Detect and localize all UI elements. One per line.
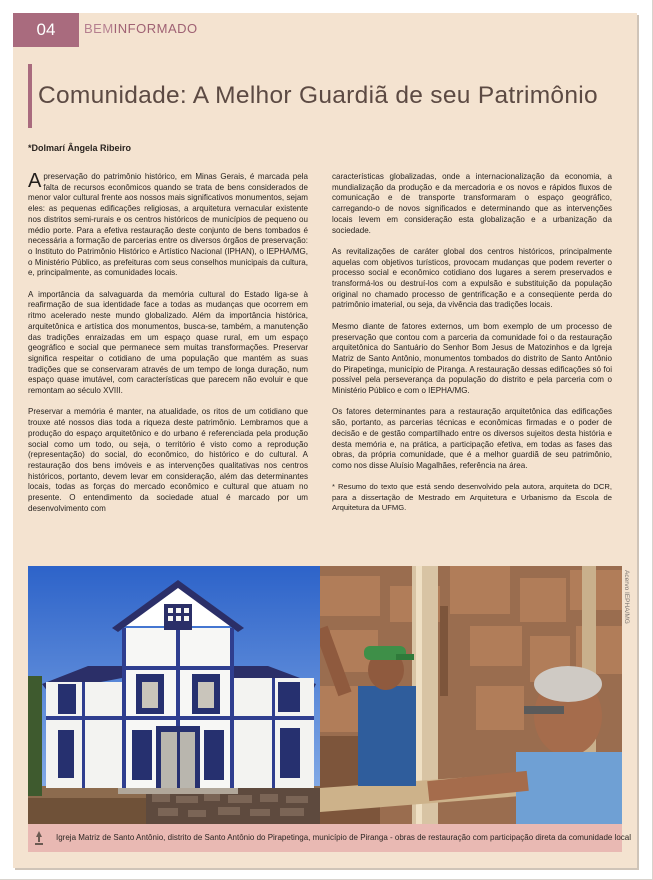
paragraph-3: Preservar a memória é manter, na atualidade, os ritos de um cotidiano que trouxe até nossos dias toda a riqueza deste patrimônio. Lembramos que a produção do espaço arquitetônico e do urbano é referenciada pela produção social como um todo, ou seja, o território é visto como a reprodução (representação) do social, do econômico, do histórico e do cultural. A restauração dos bens imóveis e as intervenções qualitativas nos centros históricos, portanto, devem levar em consideração, além das determinantes locais, todas as forças do mercado econômico e cultural que atuam no presente. O entendimento da sociedade atual é marcado por um desenvolvimento com — [28, 407, 308, 513]
page-number: 04 — [13, 13, 79, 47]
paragraph-7: Os fatores determinantes para a restauração arquitetônica das edificações são, portanto, as parcerias técnicas e econômicas firmadas e o poder de decisão e de gestão compartilhado entre os diversos sujeitos desta história e desta memória e, na prática, a participação efetiva, em todas as fases das obras, da própria comunidade, que é a melhor guardiã de seu patrimônio, como nos disse Aluísio Magalhães, referência na área. — [332, 407, 612, 470]
paragraph-6: Mesmo diante de fatores externos, um bom exemplo de um processo de preservação que contou com a parceria da comunidade foi o da restauração arquitetônica do Santuário do Senhor Bom Jesus de Matozinhos e da Igreja Matriz de Santo Antônio, monumentos tombados do distrito de Santo Antônio do Pirapetinga, município de Piranga. A restauração dessas edificações só foi possível pela perseverança da população do distrito e pela parceria com o Ministério Público e com o IEPHA/MG. — [332, 321, 612, 396]
title-accent-bar — [28, 64, 32, 128]
paragraph-2: A importância da salvaguarda da memória cultural do Estado liga-se à reafirmação de sua identidade face a todas as mudanças que ocorrem em ritmo acelerado neste mundo globalizado. Além da importância histórica, arquitetônica e artística dos monumentos, busca-se, também, a manutenção das tradições enraizadas em um espaço quase rural, em um espaço geográfico e social que permanece sem muitas transformações. Preservar significa respeitar o cotidiano de uma população que mantém as suas tradições que se conservaram através de um tempo de longa duração, num espaço quase imutável, com características que parecem não evoluir e que remontam ao século XVIII. — [28, 289, 308, 396]
hand-icon — [33, 830, 45, 846]
photo-caption: Igreja Matriz de Santo Antônio, distrito de Santo Antônio do Pirapetinga, município de Piranga - obras de restauração com participação direta da comunidade local — [56, 833, 632, 842]
section-name-part2: INFORMADO — [113, 21, 198, 36]
article-column-left — [28, 172, 308, 562]
photo-credit: Acervo IEPHA/MG — [623, 570, 630, 624]
drop-cap: A — [28, 170, 42, 192]
footnote: * Resumo do texto que está sendo desenvolvido pela autora, arquiteta do DCR, para a dissertação de Mestrado em Arquitetura e Urbanismo da Escola de Arquitetura da UFMG. — [332, 482, 612, 513]
section-name — [84, 21, 198, 36]
article-column-right — [332, 172, 612, 525]
paragraph-4: características globalizadas, onde a internacionalização da economia, a mundialização da produção e da mercadoria e os novos e rápidos fluxos de comunicação e de transporte transformaram o espaço geográfico, carregando-o de novos significados e determinando que as intervenções locais levem em consideração esta globalização e a urbanização da sociedade. — [332, 172, 612, 235]
paragraph-1 — [28, 172, 308, 279]
paragraph-1-text: preservação do patrimônio histórico, em Minas Gerais, é marcada pela falta de recursos econômicos quando se trata de bens considerados de menor valor cultural frente aos nossos mais significativos monumentos, sejam eles: as pequenas edificações religiosas, a arquitetura vernacular existente nos distritos semi-rurais e os centros históricos de municípios de pequeno ou médio porte. Para a efetiva restauração deste conjunto de bens tombados é necessária a formação de parcerias entre os diversos órgãos de preservação: o Instituto do Patrimônio Histórico e Artístico Nacional (IPHAN), o IEPHA/MG, o Ministério Público, as prefeituras com seus conselhos municipais da cultura, e, principalmente, as comunidades locais. — [28, 172, 308, 278]
article-title: Comunidade: A Melhor Guardiã de seu Patrimônio — [38, 82, 598, 109]
article-author: *Dolmarí Ângela Ribeiro — [28, 143, 132, 153]
section-name-part1: BEM — [84, 21, 114, 36]
workers-photo — [320, 566, 622, 824]
church-photo — [28, 566, 320, 824]
paragraph-5: As revitalizações de caráter global dos centros históricos, principalmente aquelas com objetivos turísticos, provocam mudanças que podem reverter o processo social e econômico cotidiano dos lugares a serem preservados e transformá-los ou destruí-los com a expulsão e substituição da população original no chamado processo de gentrificação e a conseqüente perda do patrimônio imaterial, ou seja, da vivência das tradições locais. — [332, 246, 612, 310]
